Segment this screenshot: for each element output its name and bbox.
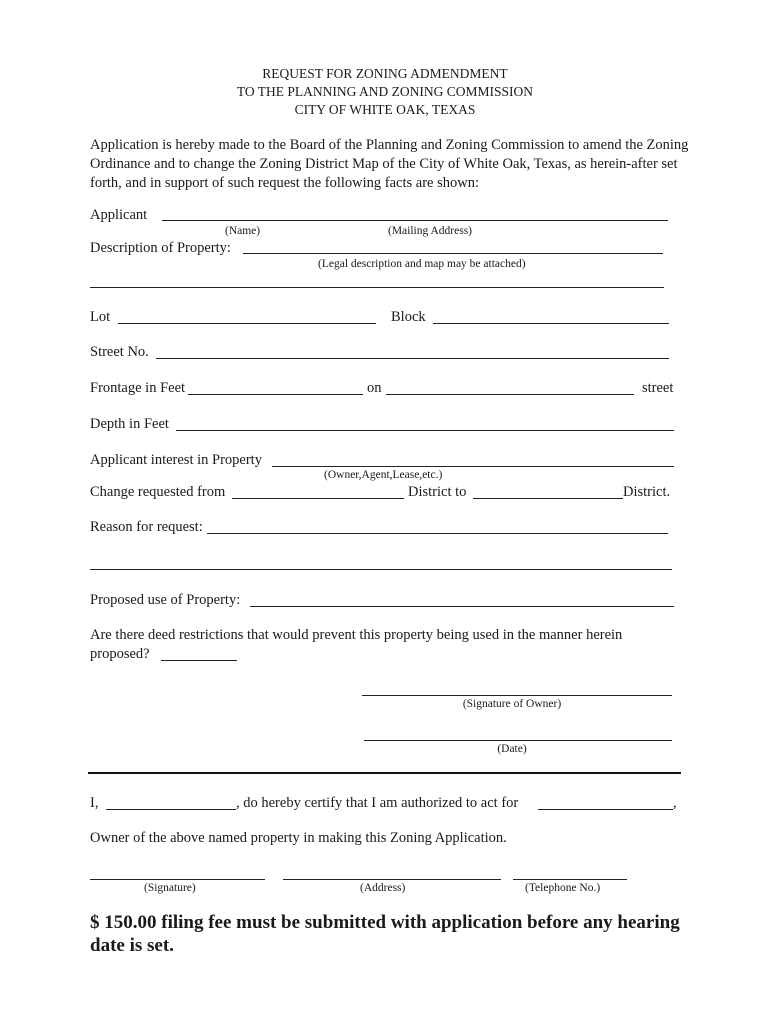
- street-no-field[interactable]: [156, 345, 669, 359]
- change-from-label: Change requested from: [90, 484, 226, 500]
- lot-label: Lot: [90, 309, 111, 325]
- deed-question-cont: proposed?: [90, 646, 150, 662]
- description-label: Description of Property:: [90, 240, 231, 256]
- title-line-2: TO THE PLANNING AND ZONING COMMISSION: [236, 84, 534, 99]
- on-label: on: [367, 380, 382, 396]
- district-end-label: District.: [623, 484, 671, 500]
- frontage-street-field[interactable]: [386, 381, 634, 395]
- cert-i-label: I,: [90, 795, 99, 811]
- fee-notice: $ 150.00 filing fee must be submitted with application before any hearing date is set.: [90, 912, 680, 956]
- date-hint: [0, 743, 770, 755]
- deed-answer-field[interactable]: [161, 647, 237, 661]
- intro-paragraph: Application is hereby made to the Board of the Planning and Zoning Commission to amend the Zoning Ordinance and to change the Zoning District Map of the City of White Oak, Texas, as herein-after set forth, and in support of such request the following facts are shown:: [90, 137, 689, 191]
- description-field-line-2[interactable]: [90, 274, 664, 288]
- legal-description-hint: (Legal description and map may be attached): [318, 258, 526, 270]
- interest-hint: (Owner,Agent,Lease,etc.): [324, 469, 443, 481]
- proposed-use-field[interactable]: [250, 593, 674, 607]
- owner-signature-field[interactable]: [362, 682, 672, 696]
- block-label: Block: [391, 309, 426, 325]
- change-from-field[interactable]: [232, 485, 404, 499]
- section-divider: [88, 772, 681, 774]
- cert-address-field[interactable]: [283, 866, 501, 880]
- depth-field[interactable]: [176, 417, 674, 431]
- date-field[interactable]: [364, 727, 672, 741]
- cert-address-hint: (Address): [360, 882, 406, 894]
- cert-telephone-field[interactable]: [513, 866, 627, 880]
- date-hint-text: (Date): [497, 743, 527, 755]
- reason-field[interactable]: [207, 520, 668, 534]
- block-field[interactable]: [433, 310, 669, 324]
- applicant-field[interactable]: [162, 207, 668, 221]
- depth-label: Depth in Feet: [90, 416, 169, 432]
- frontage-field[interactable]: [188, 381, 363, 395]
- cert-text: , do hereby certify that I am authorized to act for: [236, 795, 519, 811]
- cert-comma: ,: [673, 795, 677, 811]
- reason-field-line-2[interactable]: [90, 556, 672, 570]
- street-no-label: Street No.: [90, 344, 149, 360]
- reason-label: Reason for request:: [90, 519, 203, 535]
- owner-signature-hint-text: (Signature of Owner): [462, 698, 562, 710]
- district-to-label: District to: [408, 484, 467, 500]
- interest-label: Applicant interest in Property: [90, 452, 262, 468]
- description-field[interactable]: [243, 240, 663, 254]
- title-line-3: CITY OF WHITE OAK, TEXAS: [294, 102, 476, 117]
- proposed-use-label: Proposed use of Property:: [90, 592, 241, 608]
- cert-owner-text: Owner of the above named property in making this Zoning Application.: [90, 830, 507, 846]
- deed-question: Are there deed restrictions that would prevent this property being used in the manner herein: [90, 627, 623, 643]
- frontage-label: Frontage in Feet: [90, 380, 186, 396]
- title-line-1: REQUEST FOR ZONING ADMENDMENT: [262, 66, 508, 81]
- district-to-field[interactable]: [473, 485, 623, 499]
- cert-telephone-hint: (Telephone No.): [525, 882, 601, 894]
- street-label: street: [642, 380, 674, 396]
- lot-field[interactable]: [118, 310, 376, 324]
- cert-act-for-field[interactable]: [538, 796, 673, 810]
- interest-field[interactable]: [272, 453, 674, 467]
- cert-signature-field[interactable]: [90, 866, 265, 880]
- name-hint: (Name): [225, 225, 261, 237]
- mailing-address-hint: (Mailing Address): [388, 225, 473, 237]
- cert-name-field[interactable]: [106, 796, 236, 810]
- cert-signature-hint: (Signature): [144, 882, 196, 894]
- applicant-label: Applicant: [90, 207, 148, 223]
- owner-signature-hint: [0, 698, 770, 710]
